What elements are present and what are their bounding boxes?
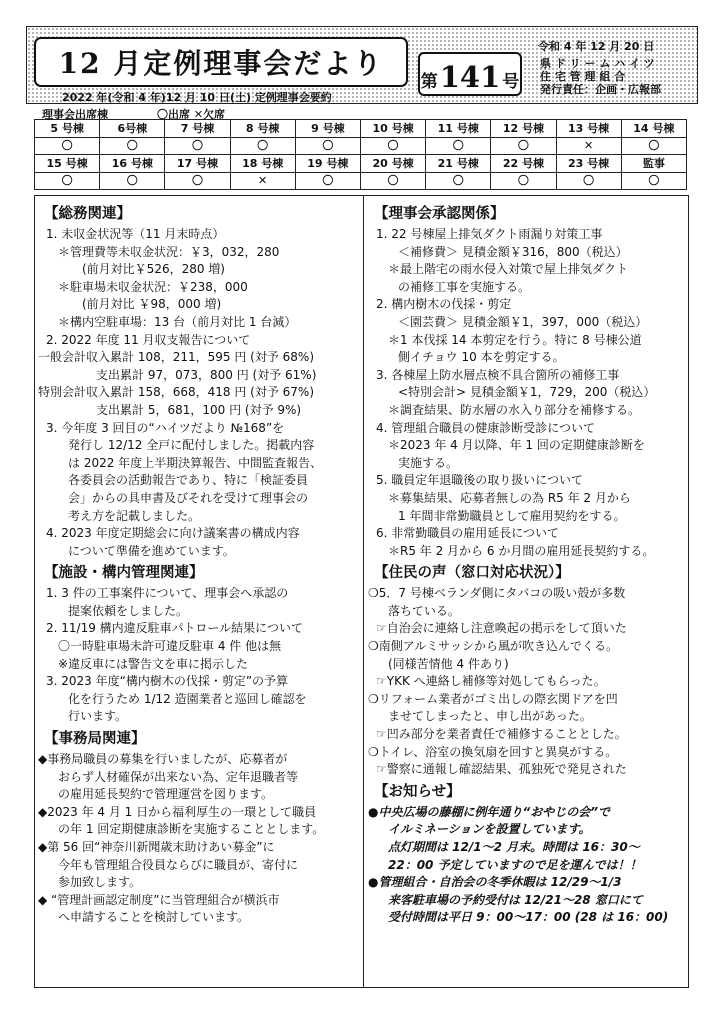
- article-line: 4. 管理組合職員の健康診断受診について: [376, 420, 596, 435]
- article-line: ◆2023 年 4 月 1 日から福利厚生の一環として職員: [38, 804, 317, 819]
- attendance-caption: 理事会出席棟: [42, 108, 108, 121]
- attendance-mark: 〇: [491, 172, 556, 190]
- article-line: 2. 構内樹木の伐採・剪定: [376, 297, 512, 312]
- article-line: へ申請することを検討しています。: [58, 910, 250, 925]
- attendance-mark: ✕: [556, 137, 621, 155]
- article-line: ませてしまったと、申し出があった。: [388, 709, 592, 724]
- issue-number-box: [418, 52, 522, 96]
- article-line: ☞自治会に連絡し注意喚起の掲示をして頂いた: [376, 621, 627, 636]
- article-line: ※違反車には警告文を車に掲示した: [58, 656, 249, 671]
- building-label: 12 号棟: [491, 120, 556, 138]
- article-line: 2. 11/19 構内違反駐車パトロール結果について: [46, 621, 303, 636]
- article-line: イルミネーションを設置しています。: [388, 822, 591, 837]
- attendance-mark: 〇: [491, 137, 556, 155]
- building-label: 22 号棟: [491, 155, 556, 173]
- article-line: ◆ “管理計画認定制度”に当管理組合が横浜市: [38, 892, 280, 907]
- attendance-mark: 〇: [621, 172, 686, 190]
- article-line: 4. 2023 年度定期総会に向け議案書の構成内容: [46, 526, 300, 541]
- article-line: 側イチョウ 10 本を剪定する。: [398, 350, 565, 365]
- article-line: ☞凹み部分を業者責任で補修することとした。: [376, 727, 627, 742]
- article-line: 支出累計 5，681，100 円 (対予 9%): [96, 402, 302, 417]
- building-label: 10 号棟: [360, 120, 425, 138]
- building-label: 11 号棟: [426, 120, 491, 138]
- article-line: 5. 職員定年退職後の取り扱いについて: [376, 473, 584, 488]
- building-label: 18 号棟: [230, 155, 295, 173]
- section-heading: 【施設・構内管理関連】: [44, 565, 204, 582]
- column-divider: [363, 195, 364, 988]
- building-label: 23 号棟: [556, 155, 621, 173]
- article-line: ☞警察に通報し確認結果、孤独死で発見された: [376, 762, 627, 777]
- building-label: 13 号棟: [556, 120, 621, 138]
- article-line: 22：00 予定していますので足を運んでは！！: [388, 857, 642, 872]
- article-line: について準備を進めています。: [68, 543, 235, 558]
- article-line: 6. 非常勤職員の雇用延長について: [376, 526, 560, 541]
- article-section: [38, 201, 362, 560]
- attendance-mark: 〇: [100, 137, 165, 155]
- article-line: ＊R5 年 2 月から 6 か月間の雇用延長契約する。: [388, 543, 655, 558]
- article-section: [368, 201, 688, 560]
- building-label: 監事: [621, 155, 686, 173]
- article-line: 発行し 12/12 全戸に配付しました。掲載内容: [68, 438, 315, 453]
- article-line: ●管理組合・自治会の冬季休暇は 12/29～1/3: [368, 875, 622, 890]
- article-line: (前月対比 ￥98，000 増): [82, 297, 222, 312]
- article-line: ＊1 本伐採 14 本剪定を行う。特に 8 号棟公道: [388, 332, 642, 347]
- publisher-line: 県 ド リ ー ム ハ イ ツ: [540, 57, 655, 70]
- article-line: (前月対比￥526，280 増): [82, 262, 225, 277]
- article-line: ＊駐車場未収金状況：￥238，000: [58, 279, 248, 294]
- attendance-mark: 〇: [100, 172, 165, 190]
- article-line: ＜園芸費＞ 見積金額￥1，397，000（税込）: [398, 314, 648, 329]
- building-label: 8 号棟: [230, 120, 295, 138]
- attendance-mark: 〇: [360, 172, 425, 190]
- article-line: 1 年間非常勤職員として雇用契約をする。: [398, 508, 626, 523]
- article-line: 提案依頼をしました。: [68, 603, 189, 618]
- article-line: は 2022 年度上半期決算報告、中間監査報告、: [68, 455, 323, 470]
- building-label: 9 号棟: [295, 120, 360, 138]
- article-section: [368, 779, 688, 927]
- building-label: 5 号棟: [35, 120, 100, 138]
- article-line: 受付時間は平日 9：00～17：00 (28 は 16：00): [388, 910, 669, 925]
- article-section: [38, 560, 362, 726]
- section-heading: 【理事会承認関係】: [374, 206, 505, 222]
- attendance-mark: 〇: [165, 137, 230, 155]
- left-column: [38, 201, 362, 927]
- article-line: 〇一時駐車場未許可違反駐車 4 件 他は無: [58, 639, 282, 654]
- article-line: 一般会計収入累計 108，211，595 円 (対予 68%): [38, 350, 315, 365]
- building-label: 15 号棟: [35, 155, 100, 173]
- attendance-mark: 〇: [295, 172, 360, 190]
- article-line: ＜補修費＞ 見積金額￥316，800（税込）: [398, 244, 628, 259]
- section-heading: 【住民の声（窓口対応状況）】: [374, 565, 570, 582]
- building-label: 19 号棟: [295, 155, 360, 173]
- attendance-mark: 〇: [295, 137, 360, 155]
- building-label: 21 号棟: [426, 155, 491, 173]
- section-heading: 【事務局関連】: [44, 731, 146, 748]
- publication-date: 令和 4 年 12 月 20 日: [538, 40, 655, 53]
- article-line: 各委員会の活動報告であり、特に「検証委員: [68, 473, 309, 488]
- attendance-header-row: [35, 155, 687, 173]
- attendance-mark-row: [35, 137, 687, 155]
- attendance-mark: 〇: [556, 172, 621, 190]
- attendance-legend: 〇出席 ✕欠席: [157, 108, 226, 121]
- attendance-mark: 〇: [621, 137, 686, 155]
- building-label: 6号棟: [100, 120, 165, 138]
- article-line: ◆事務局職員の募集を行いましたが、応募者が: [38, 752, 288, 767]
- building-label: 14 号棟: [621, 120, 686, 138]
- article-line: 1. 22 号棟屋上排気ダクト雨漏り対策工事: [376, 227, 603, 241]
- right-column: [368, 201, 688, 927]
- article-line: 今年も管理組合役員ならびに職員が、寄付に: [58, 857, 299, 872]
- article-line: ☞YKK へ連絡し補修等対処してもらった。: [376, 674, 606, 689]
- attendance-table: [34, 119, 687, 190]
- attendance-mark: 〇: [35, 137, 100, 155]
- issue-prefix: 第: [420, 72, 438, 92]
- building-label: 7 号棟: [165, 120, 230, 138]
- article-line: 3. 今年度 3 回目の“ハイツだより №168”を: [46, 420, 285, 435]
- issue-suffix: 号: [502, 72, 520, 92]
- article-line: 行います。: [68, 709, 128, 724]
- building-label: 16 号棟: [100, 155, 165, 173]
- article-line: 点灯期間は 12/1～2 月末。時間は 16：30～: [388, 840, 640, 854]
- article-line: ●中央広場の藤棚に例年通り“おやじの会”で: [368, 804, 610, 819]
- attendance-header-row: [35, 120, 687, 138]
- article-line: 2. 2022 年度 11 月収支報告について: [46, 332, 251, 347]
- attendance-mark: 〇: [426, 172, 491, 190]
- article-line: おらず人材確保が出来ない為、定年退職者等: [58, 769, 299, 784]
- article-line: 1. 未収金状況等（11 月末時点）: [46, 227, 225, 241]
- article-line: <特別会計> 見積金額￥1，729，200（税込）: [398, 385, 656, 400]
- article-line: ❍トイレ、浴室の換気扇を回すと異臭がする。: [368, 744, 618, 759]
- attendance-mark: ✕: [230, 172, 295, 190]
- article-line: 考え方を記載しました。: [68, 508, 201, 523]
- article-line: ＊管理費等未収金状況：￥3，032，280: [58, 244, 280, 259]
- article-line: の雇用延長契約で管理運営を図ります。: [58, 787, 274, 802]
- article-line: ＊2023 年 4 月以降、年 1 回の定期健康診断を: [388, 438, 645, 453]
- article-line: ＊最上階宅の雨水侵入対策で屋上排気ダクト: [388, 262, 629, 277]
- section-heading: 【お知らせ】: [374, 783, 461, 800]
- article-line: 化を行うため 1/12 造園業者と巡回し確認を: [68, 691, 307, 706]
- attendance-mark: 〇: [35, 172, 100, 190]
- article-line: 来客駐車場の予約受付は 12/21～28 窓口にて: [388, 892, 643, 907]
- attendance-mark: 〇: [426, 137, 491, 155]
- article-line: 支出累計 97，073，800 円 (対予 61%): [96, 367, 317, 382]
- article-line: ＊構内空駐車場：13 台（前月対比 1 台減）: [58, 314, 297, 329]
- attendance-mark: 〇: [230, 137, 295, 155]
- publisher-block: [540, 57, 661, 96]
- building-label: 20 号棟: [360, 155, 425, 173]
- attendance-mark: 〇: [165, 172, 230, 190]
- article-line: ❍5．7 号棟ベランダ側にタバコの吸い殻が多数: [368, 586, 626, 601]
- article-section: [38, 726, 362, 927]
- attendance-mark: 〇: [360, 137, 425, 155]
- article-line: ＊募集結果、応募者無しの為 R5 年 2 月から: [388, 490, 631, 505]
- article-line: ＊調査結果、防水層の水入り部分を補修する。: [388, 402, 641, 417]
- article-line: 会」からの具申書及びそれを受けて理事会の: [68, 490, 309, 505]
- article-line: 3. 各棟屋上防水層点検不具合箇所の補修工事: [376, 367, 620, 382]
- article-line: 参加致します。: [58, 875, 142, 890]
- issue-number: 141: [439, 60, 501, 94]
- article-line: の補修工事を実施する。: [398, 279, 531, 294]
- article-line: 実施する。: [398, 455, 459, 470]
- article-section: [368, 560, 688, 779]
- article-line: ❍南側アルミサッシから風が吹き込んでくる。: [368, 639, 619, 654]
- article-line: 落ちている。: [388, 603, 460, 618]
- attendance-mark-row: [35, 172, 687, 190]
- article-line: 特別会計収入累計 158，668，418 円 (対予 67%): [38, 385, 315, 400]
- article-line: ◆第 56 回“神奈川新聞歳末助けあい募金”に: [38, 840, 275, 854]
- article-line: 1. 3 件の工事案件について、理事会へ承認の: [46, 586, 289, 601]
- article-line: (同様苦情他 4 件あり): [388, 656, 509, 671]
- article-line: ❍リフォーム業者がゴミ出しの際玄関ドアを凹: [368, 691, 618, 706]
- section-heading: 【総務関連】: [44, 206, 131, 222]
- article-line: の年 1 回定期健康診断を実施することとします。: [58, 822, 325, 837]
- building-label: 17 号棟: [165, 155, 230, 173]
- publisher-line: 発行責任：企画・広報部: [540, 83, 661, 96]
- newsletter-title: 12 月定例理事会だより: [34, 37, 408, 87]
- publisher-line: 住 宅 管 理 組 合: [540, 70, 626, 83]
- meeting-subtitle: 2022 年(令和 4 年)12 月 10 日(土) 定例理事会要約: [62, 91, 332, 104]
- article-line: 3. 2023 年度“構内樹木の伐採・剪定”の予算: [46, 674, 289, 689]
